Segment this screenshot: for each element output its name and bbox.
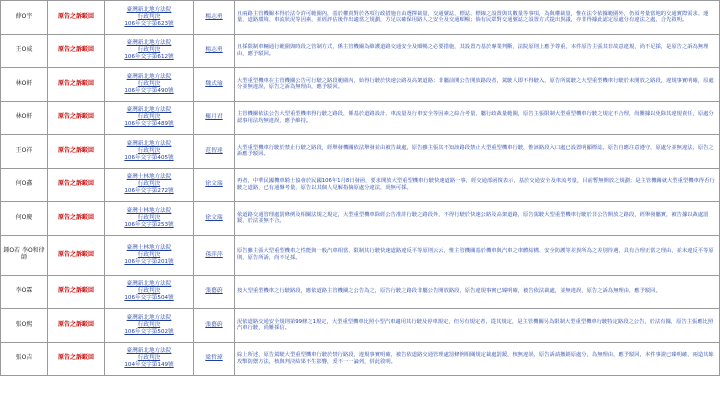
case-number-line: 臺灣士林地方法院	[126, 174, 172, 181]
case-number-line: 106年交字第253號	[124, 221, 174, 228]
judge-name-link[interactable]: 楊志勇	[194, 34, 235, 68]
party-name: 鍾O若 李O和律師	[1, 235, 48, 275]
case-number-line: 臺灣新北地方法院	[126, 107, 172, 114]
case-number-line: 行政判決	[137, 13, 161, 20]
judge-name-link[interactable]: 張藝蔚	[194, 275, 235, 309]
case-number-link[interactable]	[105, 235, 194, 275]
case-number-line: 106年交字第490號	[124, 87, 174, 94]
case-number-line: 行政判決	[137, 355, 161, 362]
party-name: 何O慶	[1, 202, 48, 236]
table-row	[1, 309, 720, 343]
case-number-line: 臺灣士林地方法院	[126, 207, 172, 214]
case-number-line: 行政判決	[137, 288, 161, 295]
case-result: 原告之訴駁回	[48, 275, 105, 309]
table-row	[1, 135, 720, 169]
case-number-link[interactable]	[105, 168, 194, 202]
case-number-line: 行政判決	[137, 321, 161, 328]
case-number-link[interactable]	[105, 1, 194, 35]
party-name: 張O吉	[1, 342, 48, 376]
case-number-line: 行政判決	[137, 47, 161, 54]
judge-name-link[interactable]: 孫萍萍	[194, 235, 235, 275]
table-row	[1, 168, 720, 202]
table-row	[1, 235, 720, 275]
case-number-line: 臺灣新北地方法院	[126, 314, 172, 321]
case-result: 原告之訴駁回	[48, 309, 105, 343]
table-row	[1, 342, 720, 376]
case-result: 原告之訴駁回	[48, 135, 105, 169]
case-number-link[interactable]	[105, 342, 194, 376]
table-row	[1, 275, 720, 309]
table-row	[1, 1, 720, 35]
judge-name-link[interactable]: 楊志勇	[194, 1, 235, 35]
case-result: 原告之訴駁回	[48, 101, 105, 135]
case-number-link[interactable]	[105, 68, 194, 102]
judgment-summary: 大型重型機車在主管機關公告可行駛之路段範圍內，始得行駛於快速公路及高架道路；非屬前開公告開放路段者，駕駛人即不得駛入，原告所駕駛之大型重型機車行駛於未開放之路段，違規事實明確，原處分並無違誤，原告之訴為無理由，應予駁回。	[235, 68, 720, 102]
party-name: 王O威	[1, 34, 48, 68]
case-number-line: 106年交字第489號	[124, 121, 174, 128]
party-name: 張O熙	[1, 309, 48, 343]
case-number-line: 106年交字第201號	[124, 258, 174, 265]
judgment-summary: 依道路交通管理處罰條例及相關法規之規定，大型重型機車除經公告准許行駛之路段外，不得行駛於快速公路及高架道路，原告駕駛大型重型機車行駛於非公告開放之路段，經舉發屬實，被告據以裁處罰鍰，於法並無不合。	[235, 202, 720, 236]
judgment-summary: 大型重型機車行駛於禁止行駛之路段，經舉發機關依法舉發並由被告裁處，原告雖主張其不知該路段禁止大型重型機車行駛，惟該路段入口處已設置明顯標誌，原告自應注意遵守，原處分並無違法，原告之訴應予駁回。	[235, 135, 720, 169]
case-number-line: 106年交字第504號	[124, 295, 174, 302]
judgment-summary: 且採限制車輛通行範圍與時段之管制方式，係主管機關為維護道路交通安全及順暢之必要措施，其設置乃基於專業判斷，法院原則上應予尊重，本件原告主張其非故意違規，尚不足採，是原告之訴為無理由，應予駁回。	[235, 34, 720, 68]
case-result: 原告之訴駁回	[48, 34, 105, 68]
judge-name-link[interactable]: 梁哲瑋	[194, 342, 235, 376]
case-number-link[interactable]	[105, 34, 194, 68]
case-number-line: 行政判決	[137, 147, 161, 154]
judge-name-link[interactable]: 范智達	[194, 135, 235, 169]
table-row	[1, 68, 720, 102]
party-name: 林O軒	[1, 68, 48, 102]
case-number-line: 行政判決	[137, 114, 161, 121]
judge-name-link[interactable]: 羅月君	[194, 101, 235, 135]
case-number-line: 臺灣新北地方法院	[126, 281, 172, 288]
case-number-line: 行政判決	[137, 181, 161, 188]
party-name: 何O鑫	[1, 168, 48, 202]
judge-name-link[interactable]: 徐文瑞	[194, 168, 235, 202]
case-number-line: 行政判決	[137, 80, 161, 87]
judgment-summary: 綜上所述，原告駕駛大型重型機車行駛於禁行路段，違規事實明確，被告依道路交通管理處罰條例相關規定裁處罰鍰，核無違誤，原告訴請撤銷原處分，為無理由，應予駁回，本件事證已臻明確，兩造其餘攻擊防禦方法，核與判決結果不生影響，爰不一一論列，併此敘明。	[235, 342, 720, 376]
case-number-line: 臺灣新北地方法院	[126, 40, 172, 47]
case-number-link[interactable]	[105, 275, 194, 309]
case-number-line: 106年交字第272號	[124, 188, 174, 195]
case-number-line: 106年交字第502號	[124, 328, 174, 335]
party-name: 林O軒	[1, 101, 48, 135]
table-row	[1, 202, 720, 236]
case-number-link[interactable]	[105, 309, 194, 343]
case-result: 原告之訴駁回	[48, 235, 105, 275]
table-row	[1, 34, 720, 68]
judgment-summary: 原告雖主張大型重型機車之性能與一般汽車相當，限制其行駛快速道路違反平等原則云云，惟主管機關基於機車與汽車之車體結構、安全防護等差異所為之差別待遇，具有合理正當之理由，並未違反平等原則，原告所訴，尚不足採。	[235, 235, 720, 275]
case-result: 原告之訴駁回	[48, 202, 105, 236]
case-result: 原告之訴駁回	[48, 1, 105, 35]
judgment-summary: 主管機關依法公告大型重型機車得行駛之路段，係基於道路設計、車流量及行車安全等因素之綜合考量，屬行政裁量範圍，原告主張限制大型重型機車行駛之規定不合理，尚難據以免除其違規責任，原處分認事用法均無違誤，應予維持。	[235, 101, 720, 135]
judgment-summary: 況依道路交通安全規則第99條之1規定，大型重型機車比照小型汽車適用其行駛及停車規定，但另有規定者，從其規定，是主管機關另為限制大型重型機車行駛特定路段之公告，於法有據，原告主張應比照汽車行駛，尚難採信。	[235, 309, 720, 343]
case-result: 原告之訴駁回	[48, 68, 105, 102]
party-name: 王O祥	[1, 135, 48, 169]
case-number-line: 臺灣新北地方法院	[126, 348, 172, 355]
party-name: 李O霖	[1, 275, 48, 309]
judgment-summary: 再者，中華民國機車騎士協會於民國106年1月8日發函，要求開放大型重型機車行駛快速道路一事，經交通部函復表示，基於交通安全及車流考量，目前暫無開放之規劃；是主管機關就大型重型機車得否行駛之道路，已有通盤考量，原告以其個人見解指摘原處分違法，尚無可採。	[235, 168, 720, 202]
case-number-line: 106年交字第623號	[124, 20, 174, 27]
case-number-line: 106年交字第405號	[124, 154, 174, 161]
case-number-line: 臺灣新北地方法院	[126, 6, 172, 13]
party-name: 薛O宇	[1, 1, 48, 35]
case-number-line: 104年交字第149號	[124, 362, 174, 369]
case-number-link[interactable]	[105, 101, 194, 135]
judge-name-link[interactable]: 徐文瑞	[194, 202, 235, 236]
case-number-line: 臺灣新北地方法院	[126, 140, 172, 147]
case-number-link[interactable]	[105, 135, 194, 169]
judge-name-link[interactable]: 魏式瑜	[194, 68, 235, 102]
table-row	[1, 101, 720, 135]
case-number-line: 臺灣士林地方法院	[126, 244, 172, 251]
case-number-line: 臺灣新北地方法院	[126, 73, 172, 80]
case-number-line: 行政判決	[137, 214, 161, 221]
judge-name-link[interactable]: 張藝蔚	[194, 309, 235, 343]
case-number-link[interactable]	[105, 202, 194, 236]
case-result: 原告之訴駁回	[48, 168, 105, 202]
case-result: 原告之訴駁回	[48, 342, 105, 376]
judgment-summary: 且兩路主管機關本得於法令許可範圍內，基於權責對於各項行政措施自由選擇裁量，交通號誌、標誌、標線之設置與其數量等事項，為與權裁量，惟在法令依據範圍外，仍須考量當地的交通實際需求、運量、道路環境、車流狀況等因素，並經評估後作出適當之規劃，方足以確保用路人之安全及交通順暢；倘有民眾對交通號誌之設置方式提出異議，亦非得據此認定原處分有違法之處，合先敘明。	[235, 1, 720, 35]
case-number-line: 106年交字第612號	[124, 54, 174, 61]
judgment-summary: 按大型重型機車之行駛路段，應依道路主管機關之公告為之，原告行駛之路段非屬公告開放路段，原告違規事實已臻明確，被告依法裁處，並無違誤，原告之訴為無理由，應予駁回。	[235, 275, 720, 309]
case-number-line: 行政判決	[137, 251, 161, 258]
